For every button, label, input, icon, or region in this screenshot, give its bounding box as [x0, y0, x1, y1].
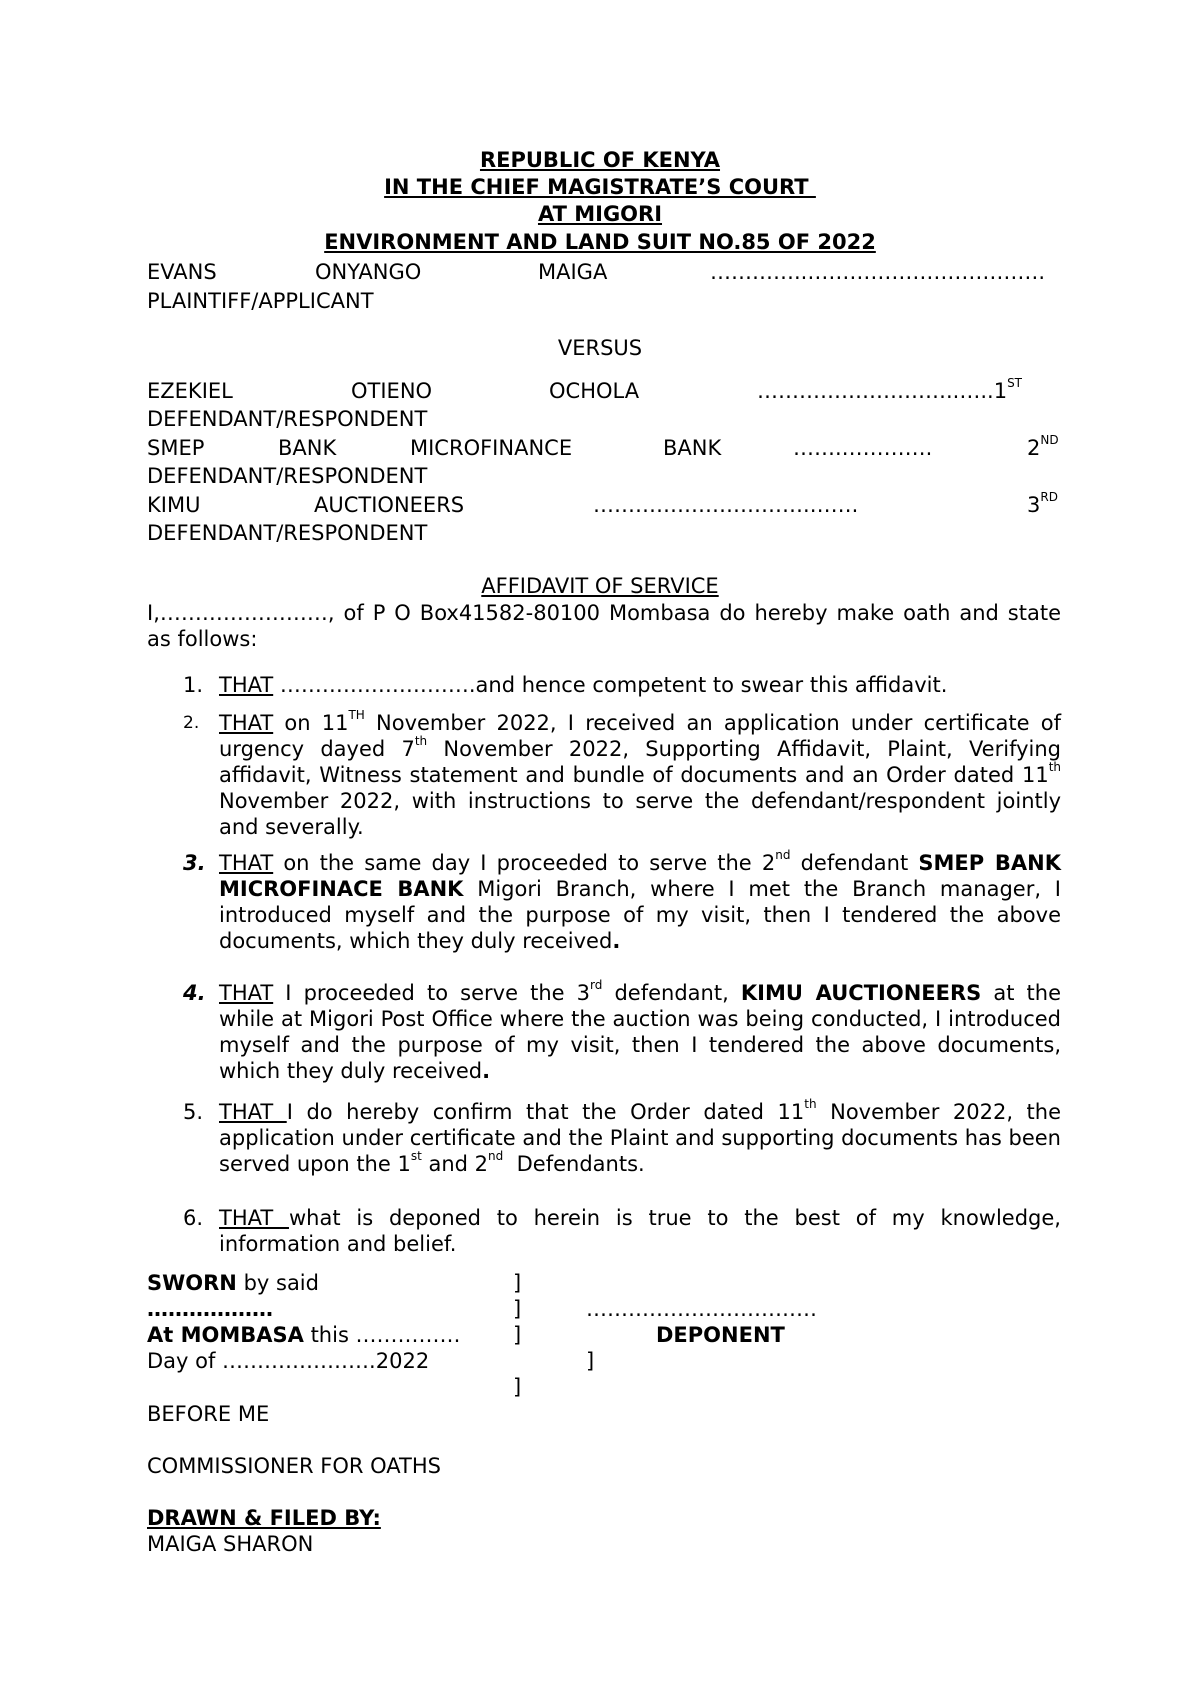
item-number: 6. — [183, 1206, 204, 1230]
affidavit-item-2: THAT on 11TH November 2022, I received an application under certificate of urgency dayed 7th November 2022, Supporting Affidavit, Plaint, Verifying affidavit, Witness statement and bundle of documents and an Order dated 11th November 2022, with instructions to serve the defendant/respondent jointly and severally. — [219, 708, 1061, 839]
defendant1-role: DEFENDANT/RESPONDENT — [147, 407, 428, 431]
defendant2-ordinal: 2ND — [1027, 433, 1059, 460]
header-location: AT MIGORI — [537, 202, 663, 226]
affidavit-item-4: THAT I proceeded to serve the 3rd defendant, KIMU AUCTIONEERS at the while at Migori Post Office where the auction was being conducted, I introduced myself and the purpose of my visit, then I tendered the above documents, which they duly received. — [219, 978, 1062, 1083]
jurat-name-dots: ……………… — [147, 1297, 273, 1321]
item-number: 2. — [183, 713, 200, 733]
defendant3-dots: ………………………….……. — [593, 493, 859, 517]
defendant2-name-4: BANK — [663, 436, 722, 460]
versus-label: VERSUS — [557, 336, 643, 360]
defendant1-dots: ………………………..…..1ST — [757, 376, 1023, 403]
before-me: BEFORE ME — [147, 1402, 270, 1426]
defendant1-name-1: EZEKIEL — [147, 379, 233, 403]
plaintiff-dots: …………..……………………………. — [710, 260, 1046, 284]
defendant2-dots: …….…………. — [793, 436, 933, 460]
item-number: 4. — [183, 981, 206, 1005]
defendant3-name-1: KIMU — [147, 493, 201, 517]
affidavit-item-3: THAT on the same day I proceeded to serve the 2nd defendant SMEP BANK MICROFINACE BANK Migori Branch, where I met the Branch manager, I introduced myself and the purpose of my visit, then I tendered the above documents, which they duly received. — [219, 848, 1061, 953]
header-suit-number: ENVIRONMENT AND LAND SUIT NO.85 OF 2022 — [324, 230, 876, 254]
bracket: ] — [513, 1271, 522, 1295]
defendant3-name-2: AUCTIONEERS — [314, 493, 465, 517]
drawer-name: MAIGA SHARON — [147, 1532, 314, 1556]
drawn-filed-by: DRAWN & FILED BY: — [147, 1506, 381, 1530]
bracket: ] — [586, 1349, 595, 1373]
plaintiff-name-1: EVANS — [147, 260, 217, 284]
affidavit-intro: I,……………………, of P O Box41582-80100 Mombasa do hereby make oath and state as follows: — [147, 601, 1061, 651]
plaintiff-name-3: MAIGA — [538, 260, 608, 284]
defendant3-ordinal: 3RD — [1027, 490, 1058, 517]
bracket: ] — [513, 1297, 522, 1321]
affidavit-item-5: THAT I do hereby confirm that the Order dated 11th November 2022, the application under certificate and the Plaint and supporting documents has been served upon the 1st and 2nd Defendants. — [219, 1097, 1061, 1176]
defendant1-name-3: OCHOLA — [549, 379, 640, 403]
defendant2-name-1: SMEP — [147, 436, 205, 460]
deponent-label: DEPONENT — [656, 1323, 785, 1347]
plaintiff-role: PLAINTIFF/APPLICANT — [147, 289, 374, 313]
item-number: 3. — [183, 851, 206, 875]
commissioner-for-oaths: COMMISSIONER FOR OATHS — [147, 1454, 441, 1478]
defendant1-name-2: OTIENO — [351, 379, 433, 403]
affidavit-item-1: THAT ……………………….and hence competent to swear this affidavit. — [219, 673, 948, 697]
affidavit-title: AFFIDAVIT OF SERVICE — [481, 574, 719, 598]
item-number: 1. — [183, 673, 204, 697]
jurat-at-mombasa: At MOMBASA this …………… — [147, 1323, 461, 1347]
jurat-sworn: SWORN by said — [147, 1271, 319, 1295]
item-number: 5. — [183, 1100, 204, 1124]
bracket: ] — [513, 1323, 522, 1347]
defendant2-role: DEFENDANT/RESPONDENT — [147, 464, 428, 488]
plaintiff-name-2: ONYANGO — [315, 260, 422, 284]
bracket: ] — [513, 1375, 522, 1399]
header-court: IN THE CHIEF MAGISTRATE’S COURT — [384, 175, 816, 199]
jurat-day: Day of ………………….2022 — [147, 1349, 430, 1373]
header-republic: REPUBLIC OF KENYA — [479, 148, 721, 172]
affidavit-item-6: THAT what is deponed to herein is true to the best of my knowledge, information and belief. — [219, 1206, 1061, 1256]
defendant2-name-3: MICROFINANCE — [410, 436, 573, 460]
deponent-signature-line: …………………………… — [586, 1297, 817, 1321]
defendant2-name-2: BANK — [278, 436, 337, 460]
defendant3-role: DEFENDANT/RESPONDENT — [147, 521, 428, 545]
